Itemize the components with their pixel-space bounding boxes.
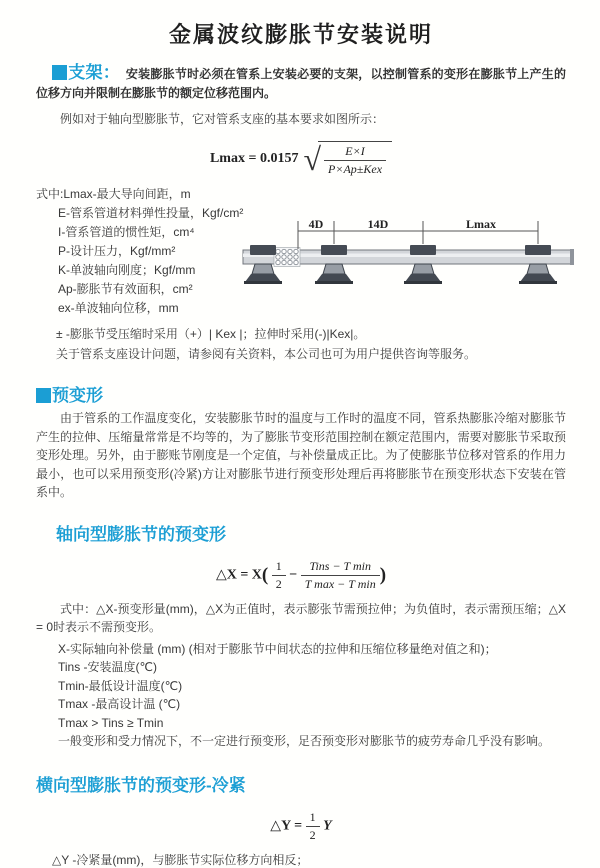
- predeform-body-paragraph: 由于管系的工作温度变化，安装膨胀节时的温度与工作时的温度不同，管系热膨胀冷缩对膨胀节产生的拉伸、压缩量常常是不均等的，为了膨胀节变形范围控制在额定范围内，需要对膨胀节采取预变形处理。另外，由于膨账节刚度是一个定值，与补偿量成正比。为了使膨胀节位移对管系的作用力最小，也可以采用预变形(冷紧)方让对膨胀节进行预变形处理后再将膨胀节在预变形状态下安装在管系中。: [36, 411, 566, 499]
- lateral-formula-rhs: Y: [323, 818, 332, 834]
- pipe-support-spacing-diagram: [241, 217, 593, 309]
- sqrt-radical: [303, 141, 392, 177]
- lmax-formula-lhs: Lmax = 0.0157: [209, 151, 299, 167]
- open-paren: (: [261, 564, 269, 585]
- support-section-intro: [36, 63, 566, 103]
- axial-explain-paragraph: 式中：△X-预变形量(mm)，△X为正值时，表示膨张节需预拉伸；为负值时，表示需预压缩；△X = 0时表示不需预变形。: [36, 601, 566, 634]
- definition-line: E-管系管道材料弹性投量，Kgf/cm²: [58, 206, 244, 220]
- dimension-label-lmax: Lmax: [466, 217, 496, 231]
- predeform-section-header: [36, 381, 566, 406]
- temperature-numerator: Tins − T min: [301, 559, 380, 576]
- axial-line: Tmin-最低设计温度(℃): [58, 678, 183, 693]
- definition-line: I-管系管道的惯性矩，cm⁴: [58, 225, 195, 239]
- support-example-line: 例如对于轴向型膨胀节，它对管系支座的基本要求如图所示：: [60, 112, 385, 126]
- definition-line: Ap-膨胀节有效面积，cm²: [58, 282, 193, 296]
- support-note-line: 关于管系支座设计问题，请参阅有关资料，本公司也可为用户提供咨询等服务。: [56, 347, 477, 361]
- page-title: 金属波纹膨胀节安装说明: [168, 22, 433, 47]
- radical-sign: √: [303, 140, 322, 177]
- definition-line: ex-单波轴向位移，mm: [58, 301, 179, 315]
- definition-line: P-设计压力，Kgf/mm²: [58, 244, 176, 258]
- lmax-formula-denominator: P×Ap±Kex: [328, 162, 383, 176]
- support-section-label: 支架：: [68, 63, 120, 82]
- lmax-formula: [36, 141, 566, 177]
- axial-subheading: 轴向型膨胀节的预变形: [56, 524, 226, 544]
- dimension-label-4d: 4D: [308, 217, 324, 231]
- section-marker-square: [36, 388, 51, 403]
- lmax-formula-numerator: E×I: [324, 144, 386, 161]
- support-intro-text: 安装膨胀节时必须在管系上安装必要的支架，以控制管系的变形在膨胀节上产生的位移方向并限制在膨胀节的额定位移范围内。: [36, 67, 566, 100]
- half-fraction: [272, 559, 286, 592]
- close-paren: ): [379, 564, 387, 585]
- section-marker-square: [52, 65, 67, 80]
- axial-variable-lines: [36, 640, 566, 751]
- bellows-icon: [274, 248, 300, 267]
- minus-operator: −: [289, 567, 298, 583]
- axial-formula-lhs: △X = X: [215, 567, 262, 583]
- predeform-section-label: 预变形: [52, 386, 103, 405]
- plusminus-rule-line: ± -膨胀节受压缩时采用（+）| Kex |；拉伸时采用(-)|Kex|。: [56, 327, 366, 341]
- axial-predeform-formula: [36, 559, 566, 592]
- half-denominator: 2: [309, 827, 316, 842]
- definition-line: K-单波轴向刚度；Kgf/mm: [58, 263, 196, 277]
- axial-line: Tins -安装温度(℃): [58, 660, 158, 674]
- half-numerator: 1: [306, 810, 320, 827]
- half-fraction: [306, 810, 320, 843]
- dimension-lines: [298, 221, 538, 249]
- lateral-formula-lhs: △Y =: [270, 818, 303, 834]
- axial-line: Tmax > Tins ≥ Tmin: [58, 715, 164, 730]
- definition-line: 式中:Lmax-最大导向间距，m: [36, 187, 191, 201]
- temperature-denominator: T max − T min: [304, 576, 376, 591]
- pipe-end-cap: [570, 249, 574, 265]
- axial-line: 一般变形和受力情况下，不一定进行预变形，足否预变形对膨胀节的疲劳寿命几乎没有影响。: [58, 734, 551, 748]
- half-numerator: 1: [272, 559, 286, 576]
- axial-line: Tmax -最高设计温 (℃): [58, 697, 181, 711]
- lateral-subheading: 横向型膨胀节的预变形-冷紧: [36, 775, 246, 795]
- definitions-and-diagram: [36, 185, 566, 323]
- axial-line: X-实际轴向补偿量 (mm) (相对于膨胀节中间状态的拉伸和压缩位移量绝对值之和)；: [58, 641, 497, 656]
- temperature-fraction: [301, 559, 380, 592]
- lateral-coldpull-formula: [36, 810, 566, 843]
- half-denominator: 2: [275, 576, 282, 591]
- dimension-label-14d: 14D: [367, 217, 389, 231]
- lateral-definition-line: △Y -冷紧量(mm)，与膨胀节实际位移方向相反；: [52, 852, 309, 867]
